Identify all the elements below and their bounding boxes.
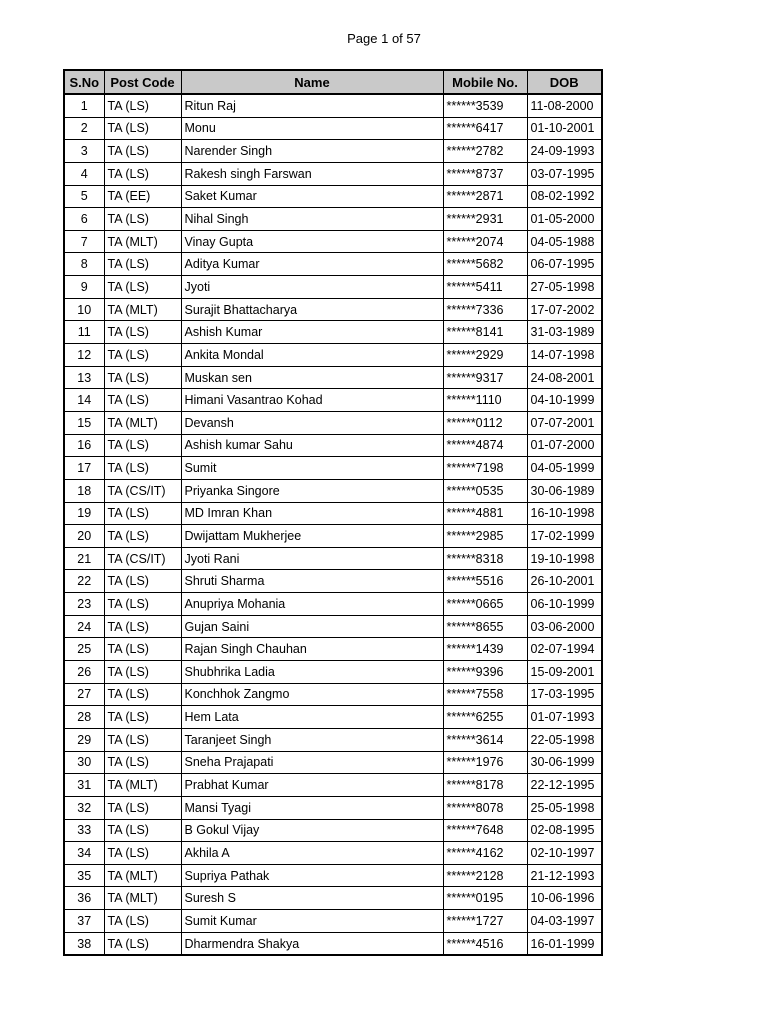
table-row: [64, 94, 602, 117]
cell-post-code: TA (LS): [104, 321, 181, 344]
cell-post-code: TA (LS): [104, 842, 181, 865]
table-row: [64, 457, 602, 480]
table-row: [64, 887, 602, 910]
page-number-label: Page 1 of 57: [347, 31, 421, 46]
cell-name: Shruti Sharma: [181, 570, 443, 593]
table-row: [64, 344, 602, 367]
table-row: [64, 276, 602, 299]
cell-post-code: TA (LS): [104, 819, 181, 842]
cell-sno: 35: [64, 864, 104, 887]
cell-dob: 26-10-2001: [527, 570, 602, 593]
cell-name: Mansi Tyagi: [181, 796, 443, 819]
cell-dob: 01-05-2000: [527, 208, 602, 231]
cell-post-code: TA (LS): [104, 117, 181, 140]
cell-name: Taranjeet Singh: [181, 728, 443, 751]
cell-mobile: ******8078: [443, 796, 527, 819]
cell-name: Muskan sen: [181, 366, 443, 389]
cell-sno: 38: [64, 932, 104, 955]
cell-sno: 3: [64, 140, 104, 163]
cell-name: Surajit Bhattacharya: [181, 298, 443, 321]
cell-name: Narender Singh: [181, 140, 443, 163]
table-row: [64, 321, 602, 344]
header-row: [64, 70, 602, 94]
cell-post-code: TA (LS): [104, 593, 181, 616]
cell-sno: 8: [64, 253, 104, 276]
cell-sno: 5: [64, 185, 104, 208]
cell-name: Ashish kumar Sahu: [181, 434, 443, 457]
cell-sno: 29: [64, 728, 104, 751]
cell-mobile: ******2128: [443, 864, 527, 887]
table-row: [64, 117, 602, 140]
cell-name: Rajan Singh Chauhan: [181, 638, 443, 661]
cell-mobile: ******1727: [443, 910, 527, 933]
cell-post-code: TA (LS): [104, 728, 181, 751]
cell-name: Supriya Pathak: [181, 864, 443, 887]
cell-mobile: ******2871: [443, 185, 527, 208]
cell-name: Jyoti: [181, 276, 443, 299]
cell-dob: 27-05-1998: [527, 276, 602, 299]
cell-dob: 25-05-1998: [527, 796, 602, 819]
cell-mobile: ******7198: [443, 457, 527, 480]
cell-dob: 10-06-1996: [527, 887, 602, 910]
cell-mobile: ******0665: [443, 593, 527, 616]
cell-post-code: TA (LS): [104, 140, 181, 163]
cell-dob: 31-03-1989: [527, 321, 602, 344]
cell-name: Hem Lata: [181, 706, 443, 729]
table-row: [64, 389, 602, 412]
cell-mobile: ******2929: [443, 344, 527, 367]
cell-mobile: ******5682: [443, 253, 527, 276]
cell-post-code: TA (LS): [104, 796, 181, 819]
cell-dob: 02-07-1994: [527, 638, 602, 661]
header-dob: DOB: [527, 70, 602, 94]
cell-post-code: TA (MLT): [104, 411, 181, 434]
cell-mobile: ******2782: [443, 140, 527, 163]
cell-dob: 01-07-2000: [527, 434, 602, 457]
cell-mobile: ******0112: [443, 411, 527, 434]
cell-post-code: TA (LS): [104, 94, 181, 117]
cell-sno: 11: [64, 321, 104, 344]
cell-name: Ritun Raj: [181, 94, 443, 117]
cell-post-code: TA (LS): [104, 910, 181, 933]
table-row: [64, 479, 602, 502]
table-row: [64, 208, 602, 231]
cell-sno: 24: [64, 615, 104, 638]
cell-post-code: TA (LS): [104, 525, 181, 548]
cell-post-code: TA (LS): [104, 208, 181, 231]
cell-name: Akhila A: [181, 842, 443, 865]
cell-mobile: ******0195: [443, 887, 527, 910]
table-row: [64, 253, 602, 276]
cell-dob: 17-07-2002: [527, 298, 602, 321]
table-row: [64, 819, 602, 842]
cell-post-code: TA (CS/IT): [104, 479, 181, 502]
cell-mobile: ******5411: [443, 276, 527, 299]
cell-mobile: ******2985: [443, 525, 527, 548]
cell-sno: 12: [64, 344, 104, 367]
cell-dob: 22-12-1995: [527, 774, 602, 797]
cell-post-code: TA (LS): [104, 706, 181, 729]
cell-mobile: ******3614: [443, 728, 527, 751]
cell-sno: 25: [64, 638, 104, 661]
cell-sno: 15: [64, 411, 104, 434]
cell-name: MD Imran Khan: [181, 502, 443, 525]
cell-name: Sneha Prajapati: [181, 751, 443, 774]
cell-name: Priyanka Singore: [181, 479, 443, 502]
cell-name: Prabhat Kumar: [181, 774, 443, 797]
cell-mobile: ******8141: [443, 321, 527, 344]
cell-sno: 27: [64, 683, 104, 706]
table-row: [64, 932, 602, 955]
cell-dob: 11-08-2000: [527, 94, 602, 117]
cell-sno: 7: [64, 230, 104, 253]
table-row: [64, 547, 602, 570]
cell-name: Gujan Saini: [181, 615, 443, 638]
table-row: [64, 593, 602, 616]
cell-dob: 01-10-2001: [527, 117, 602, 140]
table-row: [64, 751, 602, 774]
cell-post-code: TA (LS): [104, 457, 181, 480]
cell-sno: 16: [64, 434, 104, 457]
cell-sno: 14: [64, 389, 104, 412]
cell-sno: 9: [64, 276, 104, 299]
cell-sno: 21: [64, 547, 104, 570]
table-row: [64, 185, 602, 208]
cell-sno: 10: [64, 298, 104, 321]
cell-post-code: TA (LS): [104, 683, 181, 706]
table-row: [64, 728, 602, 751]
cell-post-code: TA (MLT): [104, 864, 181, 887]
cell-dob: 04-03-1997: [527, 910, 602, 933]
cell-dob: 14-07-1998: [527, 344, 602, 367]
cell-mobile: ******8178: [443, 774, 527, 797]
cell-sno: 28: [64, 706, 104, 729]
cell-mobile: ******7648: [443, 819, 527, 842]
cell-name: Sumit Kumar: [181, 910, 443, 933]
cell-name: Dharmendra Shakya: [181, 932, 443, 955]
cell-name: Suresh S: [181, 887, 443, 910]
cell-name: Vinay Gupta: [181, 230, 443, 253]
cell-sno: 17: [64, 457, 104, 480]
cell-sno: 33: [64, 819, 104, 842]
cell-sno: 30: [64, 751, 104, 774]
cell-dob: 02-10-1997: [527, 842, 602, 865]
cell-post-code: TA (MLT): [104, 774, 181, 797]
cell-mobile: ******5516: [443, 570, 527, 593]
cell-post-code: TA (EE): [104, 185, 181, 208]
cell-post-code: TA (LS): [104, 366, 181, 389]
header-sno: S.No: [64, 70, 104, 94]
cell-name: Shubhrika Ladia: [181, 661, 443, 684]
table-row: [64, 570, 602, 593]
cell-dob: 24-09-1993: [527, 140, 602, 163]
table-row: [64, 298, 602, 321]
cell-sno: 20: [64, 525, 104, 548]
table-row: [64, 411, 602, 434]
cell-post-code: TA (LS): [104, 932, 181, 955]
cell-post-code: TA (LS): [104, 253, 181, 276]
cell-post-code: TA (MLT): [104, 298, 181, 321]
cell-name: Ankita Mondal: [181, 344, 443, 367]
cell-mobile: ******0535: [443, 479, 527, 502]
cell-dob: 19-10-1998: [527, 547, 602, 570]
cell-mobile: ******2074: [443, 230, 527, 253]
table-row: [64, 230, 602, 253]
table-row: [64, 706, 602, 729]
cell-post-code: TA (LS): [104, 638, 181, 661]
cell-dob: 21-12-1993: [527, 864, 602, 887]
cell-dob: 02-08-1995: [527, 819, 602, 842]
cell-mobile: ******3539: [443, 94, 527, 117]
cell-post-code: TA (MLT): [104, 230, 181, 253]
cell-dob: 22-05-1998: [527, 728, 602, 751]
cell-dob: 01-07-1993: [527, 706, 602, 729]
cell-post-code: TA (LS): [104, 276, 181, 299]
cell-name: Sumit: [181, 457, 443, 480]
table-header: [64, 70, 602, 94]
header-name: Name: [181, 70, 443, 94]
cell-dob: 15-09-2001: [527, 661, 602, 684]
cell-mobile: ******6417: [443, 117, 527, 140]
cell-post-code: TA (LS): [104, 570, 181, 593]
table-row: [64, 683, 602, 706]
cell-sno: 34: [64, 842, 104, 865]
cell-sno: 6: [64, 208, 104, 231]
cell-sno: 2: [64, 117, 104, 140]
cell-dob: 06-07-1995: [527, 253, 602, 276]
cell-name: Rakesh singh Farswan: [181, 162, 443, 185]
cell-mobile: ******9317: [443, 366, 527, 389]
cell-name: Aditya Kumar: [181, 253, 443, 276]
cell-sno: 36: [64, 887, 104, 910]
cell-name: Saket Kumar: [181, 185, 443, 208]
cell-mobile: ******7336: [443, 298, 527, 321]
cell-post-code: TA (LS): [104, 502, 181, 525]
table-row: [64, 842, 602, 865]
cell-mobile: ******4516: [443, 932, 527, 955]
cell-post-code: TA (MLT): [104, 887, 181, 910]
cell-dob: 30-06-1989: [527, 479, 602, 502]
cell-post-code: TA (LS): [104, 434, 181, 457]
cell-sno: 26: [64, 661, 104, 684]
cell-name: B Gokul Vijay: [181, 819, 443, 842]
cell-mobile: ******4162: [443, 842, 527, 865]
cell-dob: 08-02-1992: [527, 185, 602, 208]
cell-dob: 07-07-2001: [527, 411, 602, 434]
cell-name: Konchhok Zangmo: [181, 683, 443, 706]
table-row: [64, 366, 602, 389]
cell-dob: 17-02-1999: [527, 525, 602, 548]
header-mobile: Mobile No.: [443, 70, 527, 94]
cell-mobile: ******8737: [443, 162, 527, 185]
cell-name: Himani Vasantrao Kohad: [181, 389, 443, 412]
cell-dob: 16-01-1999: [527, 932, 602, 955]
table-row: [64, 140, 602, 163]
cell-dob: 04-05-1988: [527, 230, 602, 253]
cell-mobile: ******8655: [443, 615, 527, 638]
cell-dob: 06-10-1999: [527, 593, 602, 616]
cell-sno: 22: [64, 570, 104, 593]
table-row: [64, 162, 602, 185]
cell-name: Ashish Kumar: [181, 321, 443, 344]
cell-name: Dwijattam Mukherjee: [181, 525, 443, 548]
cell-dob: 24-08-2001: [527, 366, 602, 389]
table-row: [64, 502, 602, 525]
cell-post-code: TA (CS/IT): [104, 547, 181, 570]
cell-sno: 4: [64, 162, 104, 185]
cell-mobile: ******7558: [443, 683, 527, 706]
cell-post-code: TA (LS): [104, 389, 181, 412]
cell-post-code: TA (LS): [104, 344, 181, 367]
table-row: [64, 796, 602, 819]
cell-dob: 03-07-1995: [527, 162, 602, 185]
cell-sno: 1: [64, 94, 104, 117]
cell-mobile: ******8318: [443, 547, 527, 570]
table-row: [64, 525, 602, 548]
cell-mobile: ******1439: [443, 638, 527, 661]
cell-mobile: ******6255: [443, 706, 527, 729]
cell-dob: 30-06-1999: [527, 751, 602, 774]
cell-dob: 16-10-1998: [527, 502, 602, 525]
cell-mobile: ******1110: [443, 389, 527, 412]
table-row: [64, 661, 602, 684]
cell-sno: 18: [64, 479, 104, 502]
cell-post-code: TA (LS): [104, 751, 181, 774]
cell-mobile: ******4881: [443, 502, 527, 525]
cell-mobile: ******2931: [443, 208, 527, 231]
table-body: [64, 94, 602, 955]
cell-dob: 17-03-1995: [527, 683, 602, 706]
cell-dob: 03-06-2000: [527, 615, 602, 638]
cell-sno: 19: [64, 502, 104, 525]
table-row: [64, 434, 602, 457]
header-post-code: Post Code: [104, 70, 181, 94]
table-row: [64, 615, 602, 638]
cell-name: Nihal Singh: [181, 208, 443, 231]
cell-sno: 37: [64, 910, 104, 933]
cell-dob: 04-10-1999: [527, 389, 602, 412]
cell-name: Jyoti Rani: [181, 547, 443, 570]
cell-dob: 04-05-1999: [527, 457, 602, 480]
cell-name: Anupriya Mohania: [181, 593, 443, 616]
cell-sno: 32: [64, 796, 104, 819]
cell-post-code: TA (LS): [104, 661, 181, 684]
cell-post-code: TA (LS): [104, 615, 181, 638]
cell-sno: 23: [64, 593, 104, 616]
table-row: [64, 910, 602, 933]
cell-mobile: ******4874: [443, 434, 527, 457]
table-row: [64, 864, 602, 887]
cell-mobile: ******9396: [443, 661, 527, 684]
cell-name: Devansh: [181, 411, 443, 434]
candidate-table: [63, 69, 603, 956]
cell-post-code: TA (LS): [104, 162, 181, 185]
cell-sno: 31: [64, 774, 104, 797]
table-row: [64, 638, 602, 661]
cell-sno: 13: [64, 366, 104, 389]
cell-mobile: ******1976: [443, 751, 527, 774]
cell-name: Monu: [181, 117, 443, 140]
table-row: [64, 774, 602, 797]
